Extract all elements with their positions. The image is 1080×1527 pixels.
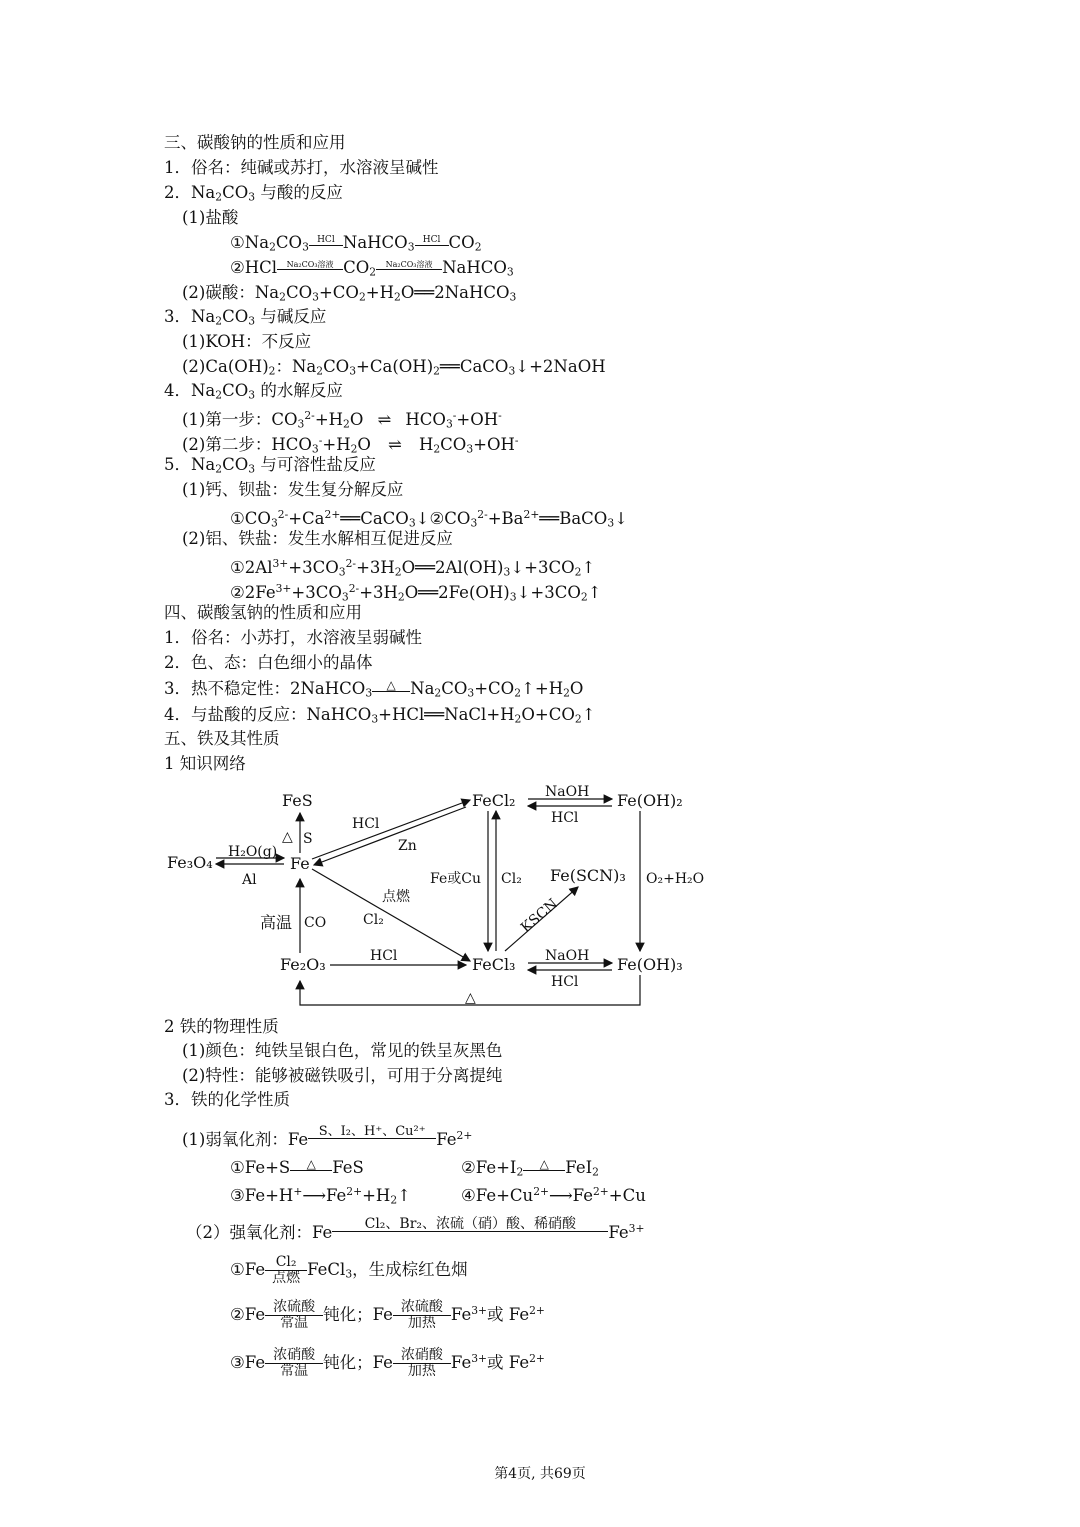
line-3-3-2: $(2)Ca(OH)_2$：$Na_2CO_3+Ca(OH)_2══CaCO_3↓+2NaOH$ <box>182 357 606 378</box>
label-hcl-bottom: HCl <box>551 974 579 990</box>
iron-knowledge-network-diagram <box>160 775 720 1015</box>
label-delta-bottom: △ <box>465 990 476 1006</box>
line-3-2-1a: $①Na_2CO_3HCl$ NaHCO$_3$HCl $CO_2$ <box>230 233 482 254</box>
label-naoh-top: NaOH <box>545 784 590 800</box>
line-3-5-2: (2)铝、铁盐：发生水解相互促进反应 <box>182 529 453 548</box>
node-feoh3: Fe(OH)₃ <box>617 955 683 974</box>
line-4-3: 3．热不稳定性：2NaHCO$_3$△ $Na_2CO_3+CO_2↑+H_2O$ <box>164 678 584 700</box>
section-3-title: 三、碳酸钠的性质和应用 <box>164 133 346 152</box>
line-3-5-2a: $①2Al^{3+}+3CO_3^{2-}+3H_2O══2Al(OH)_3↓+3CO_2↑$ <box>230 557 596 579</box>
line-3-4-2: (2)第二步：$HCO_3^-+H_2O$ ⇌ $H_2CO_3+OH^-$ <box>182 434 519 456</box>
label-cl2-fe-fecl3: Cl₂ <box>363 912 384 928</box>
label-h2og: H₂O(g) <box>228 844 278 860</box>
label-fe-or-cu: Fe或Cu <box>430 871 481 887</box>
line-5-3-2: （2）强氧化剂：Fe Cl₂、Br₂、浓硫（硝）酸、稀硝酸 $Fe^{3+}$ <box>186 1216 645 1242</box>
line-5-3-1: (1)弱氧化剂：Fe S、I₂、H⁺、Cu²⁺ $Fe^{2+}$ <box>182 1124 473 1149</box>
line-5-2-1: (1)颜色：纯铁呈银白色，常见的铁呈灰黑色 <box>182 1041 503 1060</box>
line-3-3-1: (1)KOH：不反应 <box>182 332 312 351</box>
label-o2-h2o: O₂+H₂O <box>646 871 705 887</box>
section-4-title: 四、碳酸氢钠的性质和应用 <box>164 603 362 622</box>
node-fe: Fe <box>290 854 310 873</box>
node-fecl3: FeCl₃ <box>472 955 516 974</box>
line-3-2-2: (2)碳酸：$Na_2CO_3+CO_2+H_2O══2NaHCO_3$ <box>182 283 517 304</box>
line-4-1: 1．俗名：小苏打，水溶液呈弱碱性 <box>164 628 422 647</box>
line-5-3-2c: ③Fe 浓硝酸 常温 钝化；Fe 浓硝酸 加热 $Fe^{3+}$或 $Fe^{2+}$ <box>230 1347 545 1379</box>
label-naoh-bottom: NaOH <box>545 948 590 964</box>
node-fe3o4: Fe₃O₄ <box>167 853 213 872</box>
label-kscn: KSCN <box>518 895 561 937</box>
line-5-2: 2 铁的物理性质 <box>164 1017 279 1036</box>
label-hcl-top: HCl <box>551 810 579 826</box>
line-5-3-1d: $④Fe+Cu^{2+}⟶Fe^{2+}+Cu$ <box>461 1185 646 1205</box>
line-4-4: 4．与盐酸的反应：$NaHCO_3+HCl══NaCl+H_2O+CO_2↑$ <box>164 705 596 726</box>
label-delta-fe-fes: △ <box>282 829 293 845</box>
line-5-3-2b: ②Fe 浓硫酸 常温 钝化；Fe 浓硫酸 加热 $Fe^{3+}$或 $Fe^{2+}$ <box>230 1299 545 1331</box>
line-3-5-2b: $②2Fe^{3+}+3CO_3^{2-}+3H_2O══2Fe(OH)_3↓+3CO_2↑$ <box>230 582 602 604</box>
line-3-2-1b: ②HCl Na₂CO₃溶液 $CO_2Na_2CO_3$溶液 NaHCO$_3$ <box>230 258 514 279</box>
label-cl2-fecl2-fecl3: Cl₂ <box>501 871 522 887</box>
line-5-3-1b: $②Fe+I_2\triangle$ FeI$_2$ <box>461 1157 599 1179</box>
node-fes: FeS <box>282 791 313 810</box>
node-fecl2: FeCl₂ <box>472 791 516 810</box>
line-3-2-1: (1)盐酸 <box>182 208 239 227</box>
line-5-3-2a: ①Fe Cl₂ 点燃 FeCl$_3$，生成棕红色烟 <box>230 1254 468 1286</box>
node-feoh2: Fe(OH)₂ <box>617 791 683 810</box>
line-5-2-2: (2)特性：能够被磁铁吸引，可用于分离提纯 <box>182 1066 503 1085</box>
label-zn: Zn <box>398 838 417 854</box>
line-3-3: 3．$Na_2CO_3$ 与碱反应 <box>164 307 327 328</box>
label-al: Al <box>242 872 257 888</box>
label-hcl-fe-fecl2: HCl <box>352 816 380 832</box>
line-4-2: 2．色、态：白色细小的晶体 <box>164 653 373 672</box>
line-5-3-1c: $③Fe+H^+⟶Fe^{2+}+H_2↑$ <box>230 1185 411 1207</box>
label-s: S <box>303 831 313 847</box>
line-3-4: 4．$Na_2CO_3$ 的水解反应 <box>164 381 343 402</box>
label-dianran: 点燃 <box>382 889 410 905</box>
line-3-1: 1．俗名：纯碱或苏打，水溶液呈碱性 <box>164 158 439 177</box>
section-5-title: 五、铁及其性质 <box>164 729 280 748</box>
node-fescn3: Fe(SCN)₃ <box>550 866 626 885</box>
node-fe2o3: Fe₂O₃ <box>280 955 326 974</box>
page-footer: 第4页, 共69页 <box>494 1466 586 1482</box>
label-hcl-fe2o3-fecl3: HCl <box>370 948 398 964</box>
line-5-1: 1 知识网络 <box>164 754 246 773</box>
line-3-5-1a: $①CO_3^{2-}+Ca^{2+}══CaCO_3↓②CO_3^{2-}+Ba^{2+}══BaCO_3↓$ <box>230 508 628 530</box>
line-3-5-1: (1)钙、钡盐：发生复分解反应 <box>182 480 404 499</box>
line-3-4-1: (1)第一步：$CO_3^{2-}+H_2O$ ⇌ $HCO_3^-+OH^-$ <box>182 409 502 431</box>
label-co: CO <box>304 915 327 931</box>
line-5-3-1a: ①Fe+S △ FeS <box>230 1157 364 1177</box>
label-gaowen: 高温 <box>260 913 293 932</box>
line-3-2: 2．$Na_2CO_3$ 与酸的反应 <box>164 183 343 204</box>
diagram-arrows <box>160 775 720 1015</box>
line-3-5: 5．$Na_2CO_3$ 与可溶性盐反应 <box>164 455 376 476</box>
line-5-3: 3．铁的化学性质 <box>164 1090 290 1109</box>
